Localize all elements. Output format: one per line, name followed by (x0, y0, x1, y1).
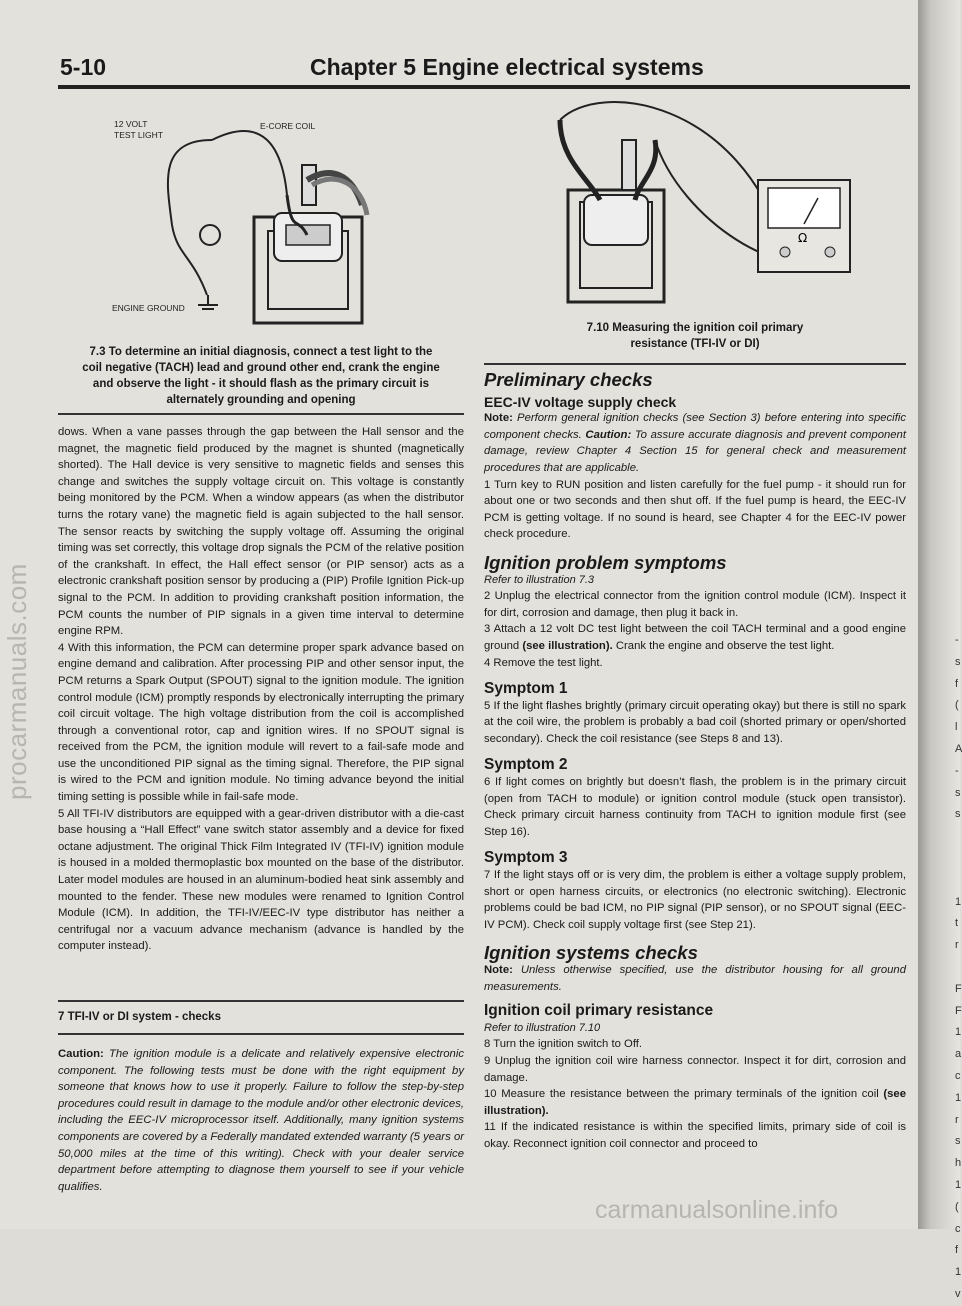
heading-symptom-2: Symptom 2 (484, 756, 568, 774)
spine-fragment: c (955, 1069, 961, 1082)
book-spine-shadow (918, 0, 960, 1229)
heading-ignition-coil-primary-resistance: Ignition coil primary resistance (484, 1002, 714, 1020)
spine-fragment: h (955, 1157, 962, 1170)
spine-fragment: ( (955, 1200, 959, 1213)
right-column-text (484, 369, 906, 1153)
spine-fragment (955, 870, 962, 892)
caption-line: alternately grounding and opening (166, 394, 356, 406)
see-illustration: (see illustration). (484, 1088, 906, 1117)
figure-7-10-ohmmeter (540, 100, 880, 312)
paragraph-4: 4 With this information, the PCM can determine proper spark advance based on engine demand and calibration. After processing PIP and other sensor input, the PCM returns a Spark Output (SPOUT) signal to the ignition module. The ignition control module (ICM) promptly responds by electronically interrupting the primary coil circuit voltage. The high voltage distribution from the coil is accomplished through a conventional rotor, cap and ignition wires. If no SPOUT signal is received from the PCM, the ignition module will revert to a fail-safe mode and use the unconditioned PIP signal as the timing signal. Therefore, the PIP signal is wired to the PCM and ignition module. No timing advance beyond the initial timing setting is possible while in fail-safe mode. (58, 641, 464, 804)
heading-symptom-1: Symptom 1 (484, 680, 568, 698)
test-light-bulb-icon (200, 225, 220, 245)
step-3 (484, 621, 906, 654)
step-3-text: 3 Attach a 12 volt DC test light between the coil TACH terminal and a good engine ground (484, 623, 906, 652)
figure-7-10-caption (484, 320, 906, 352)
label-test-light-line2: TEST LIGHT (114, 130, 163, 140)
figure-7-3-caption (58, 344, 464, 408)
spine-fragment: ( (955, 699, 959, 712)
reference-7-10: Refer to illustration 7.10 (484, 1021, 601, 1034)
spine-fragment: r (955, 939, 959, 952)
bottom-watermark: carmanualsonline.info (595, 1196, 839, 1224)
svg-text:Ω: Ω (798, 231, 808, 245)
section-rule-bottom (58, 1033, 464, 1035)
step-5: 5 If the light flashes brightly (primary circuit operating okay) but there is still no spark at the coil wire, the problem is probably a bad coil (shorted primary or open/shorted secondary). Check the coil resistance (see Steps 8 and 13). (484, 699, 906, 745)
left-column-text (58, 424, 464, 955)
page-header (60, 54, 910, 88)
note-text: To assure accurate diagnosis and prevent component damage, review Chapter 4 Section 15 for general check and measurement procedures that are applicable. (484, 428, 906, 474)
caption-line: and observe the light - it should flash as the primary circuit is (92, 378, 430, 390)
paragraph-continued: dows. When a vane passes through the gap between the Hall sensor and the magnet, the magnetic field produced by the magnet is shunted (magnetically shorted). The Hall device is very sensitive to magnetic fields and senses this change and switches the supply voltage circuit on. This voltage is constantly being monitored by the PCM. When a window appears (as when the distributor turns the rotary vane) the magnetic field is again subjected to the hall sensor. The sensor reacts by switching the supply voltage off. Assuming the original timing was set correctly, this voltage drop signals the PCM of the relative position of the crankshaft. In effect, the Hall effect sensor (or PIP sensor) acts as a electronic crankshaft position sensor by producing a (PIP) Profile Ignition Pick-up signal to the PCM. In addition to providing crankshaft position information, the PCM counts the number of PIP signals in a given time interval to determine engine RPM. (58, 426, 464, 638)
note-text: Unless otherwise specified, use the distributor housing for all ground measurements. (484, 964, 906, 993)
spine-fragment: 1 (955, 1266, 962, 1279)
spine-fragment: t (955, 917, 959, 930)
heading-ignition-systems-checks: Ignition systems checks (484, 942, 698, 964)
label-ground: ENGINE GROUND (112, 303, 185, 313)
caption-line: resistance (TFI-IV or DI) (630, 338, 760, 350)
section-rule-top (58, 1000, 464, 1002)
heading-symptom-3: Symptom 3 (484, 849, 568, 867)
step-9: 9 Unplug the ignition coil wire harness connector. Inspect it for dirt, corrosion and damage. (484, 1054, 906, 1084)
label-coil: E-CORE COIL (260, 121, 316, 131)
see-illustration: (see illustration). (522, 639, 613, 652)
spine-fragment: s (955, 655, 961, 668)
step-10-text: 10 Measure the resistance between the primary terminals of the ignition coil (484, 1088, 884, 1101)
section-7-heading: 7 TFI-IV or DI system - checks (58, 1011, 221, 1023)
note-label: Note: (484, 964, 513, 976)
page-number: 5-10 (60, 54, 107, 80)
note-text: Perform general ignition checks (see Section 3) before entering into specific component checks. (484, 412, 906, 441)
spine-fragment: - (955, 764, 959, 777)
caption-rule (58, 413, 464, 415)
spine-fragment: A (955, 742, 962, 755)
facing-page-fragments (955, 630, 962, 1306)
step-1: 1 Turn key to RUN position and listen carefully for the fuel pump - it should run for about one or two seconds and then shut off. If the fuel pump is heard, the EEC-IV PCM is getting voltage. If no sound is heard, see Chapter 4 for the EEC-IV power check procedure. (484, 478, 906, 541)
step-4: 4 Remove the test light. (484, 656, 603, 669)
paragraph-5: 5 All TFI-IV distributors are equipped with a gear-driven distributor with a die-cast base housing a “Hall Effect” vane switch stator assembly and a device for fixed octane adjustment. The original Thick Film Integrated IV (TFI-IV) ignition module is housed in a molded thermoplastic box mounted on the base of the distributor. Later model modules are housed in an aluminum-bodied heat sink assembly and mounted to the fender. These new modules were renamed to Ignition Control Module (ICM). In addition, the TFI-IV/EEC-IV type distributor has neither a centrifugal nor a vacuum advance mechanism (advance is handled by the computer instead). (58, 807, 464, 953)
spine-fragment: f (955, 1244, 959, 1257)
label-test-light-line1: 12 VOLT (114, 119, 148, 129)
step-6: 6 If light comes on brightly but doesn’t flash, the problem is in the primary circuit (open from TACH to module) or ignition control module (stuck open transistor). Check primary circuit harness continuity from TACH to ignition module first (see Step 16). (484, 776, 906, 838)
spine-fragment: 1 (955, 1026, 962, 1039)
side-watermark: procarmanuals.com (2, 563, 32, 800)
spine-fragment (955, 826, 962, 848)
note-caution-label: Caution: (585, 428, 632, 441)
caption-line: coil negative (TACH) lead and ground other end, crank the engine (82, 362, 440, 374)
spine-fragment: a (955, 1048, 962, 1061)
spine-fragment: 1 (955, 895, 962, 908)
caption-line: 7.3 To determine an initial diagnosis, connect a test light to the (89, 346, 433, 358)
spine-fragment: - (955, 634, 959, 646)
spine-fragment: c (955, 1222, 961, 1235)
spine-fragment: 1 (955, 1091, 962, 1104)
heading-ignition-problem-symptoms: Ignition problem symptoms (484, 551, 727, 573)
step-7: 7 If the light stays off or is very dim, the problem is either a voltage supply problem, short or open harness circuits, or electronics (no electronic switching). Electronic problems could be bad ICM, no PIP signal (PIP sensor), or no SPOUT signal (EEC-IV PCM). Check coil supply voltage first (see Step 21). (484, 869, 906, 931)
spine-fragment: s (955, 786, 961, 799)
caution-block (58, 1046, 464, 1195)
spine-fragment: s (955, 1135, 961, 1148)
step-8: 8 Turn the ignition switch to Off. (484, 1038, 643, 1051)
spine-fragment: v (955, 1287, 961, 1300)
note-label: Note: (484, 412, 513, 425)
figure-7-3-test-light (62, 105, 462, 333)
spine-fragment: F (955, 1004, 962, 1017)
step-3-text: Crank the engine and observe the test light. (612, 639, 835, 652)
caption-line: 7.10 Measuring the ignition coil primary (586, 322, 804, 334)
spine-fragment: 1 (955, 1178, 962, 1191)
chapter-title: Chapter 5 Engine electrical systems (310, 54, 704, 80)
caution-label: Caution: (58, 1048, 104, 1060)
spine-fragment: f (955, 677, 959, 690)
heading-preliminary-checks: Preliminary checks (484, 369, 653, 390)
spine-fragment (955, 957, 962, 979)
step-10 (484, 1086, 906, 1119)
spine-fragment: s (955, 808, 961, 821)
spine-fragment: F (955, 982, 962, 995)
step-2: 2 Unplug the electrical connector from the ignition control module (ICM). Inspect it for dirt, corrosion and damage, then plug it back in. (484, 590, 906, 619)
heading-eec-iv-check: EEC-IV voltage supply check (484, 393, 677, 410)
header-rule (58, 85, 910, 89)
spine-fragment: l (955, 721, 958, 734)
step-11: 11 If the indicated resistance is within the specified limits, primary side of coil is okay. Reconnect ignition coil connector and proceed to (484, 1121, 906, 1150)
spine-fragment (955, 848, 962, 870)
reference-7-3: Refer to illustration 7.3 (484, 573, 595, 586)
caption-rule-right (484, 363, 906, 365)
caution-text: The ignition module is a delicate and relatively expensive electronic component. The following tests must be done with the right equipment by someone that knows how to use it properly. Failure to follow the step-by-step procedures could result in damage to the module and/or other electronic devices, including the EEC-IV microprocessor itself. Additionally, many ignition systems components are covered by a Federally mandated extended warranty (5 years or 50,000 miles at the time of this writing). Check with your dealer service department before attempting to diagnose them yourself to see if your vehicle qualifies. (58, 1048, 464, 1193)
spine-fragment: r (955, 1113, 959, 1126)
